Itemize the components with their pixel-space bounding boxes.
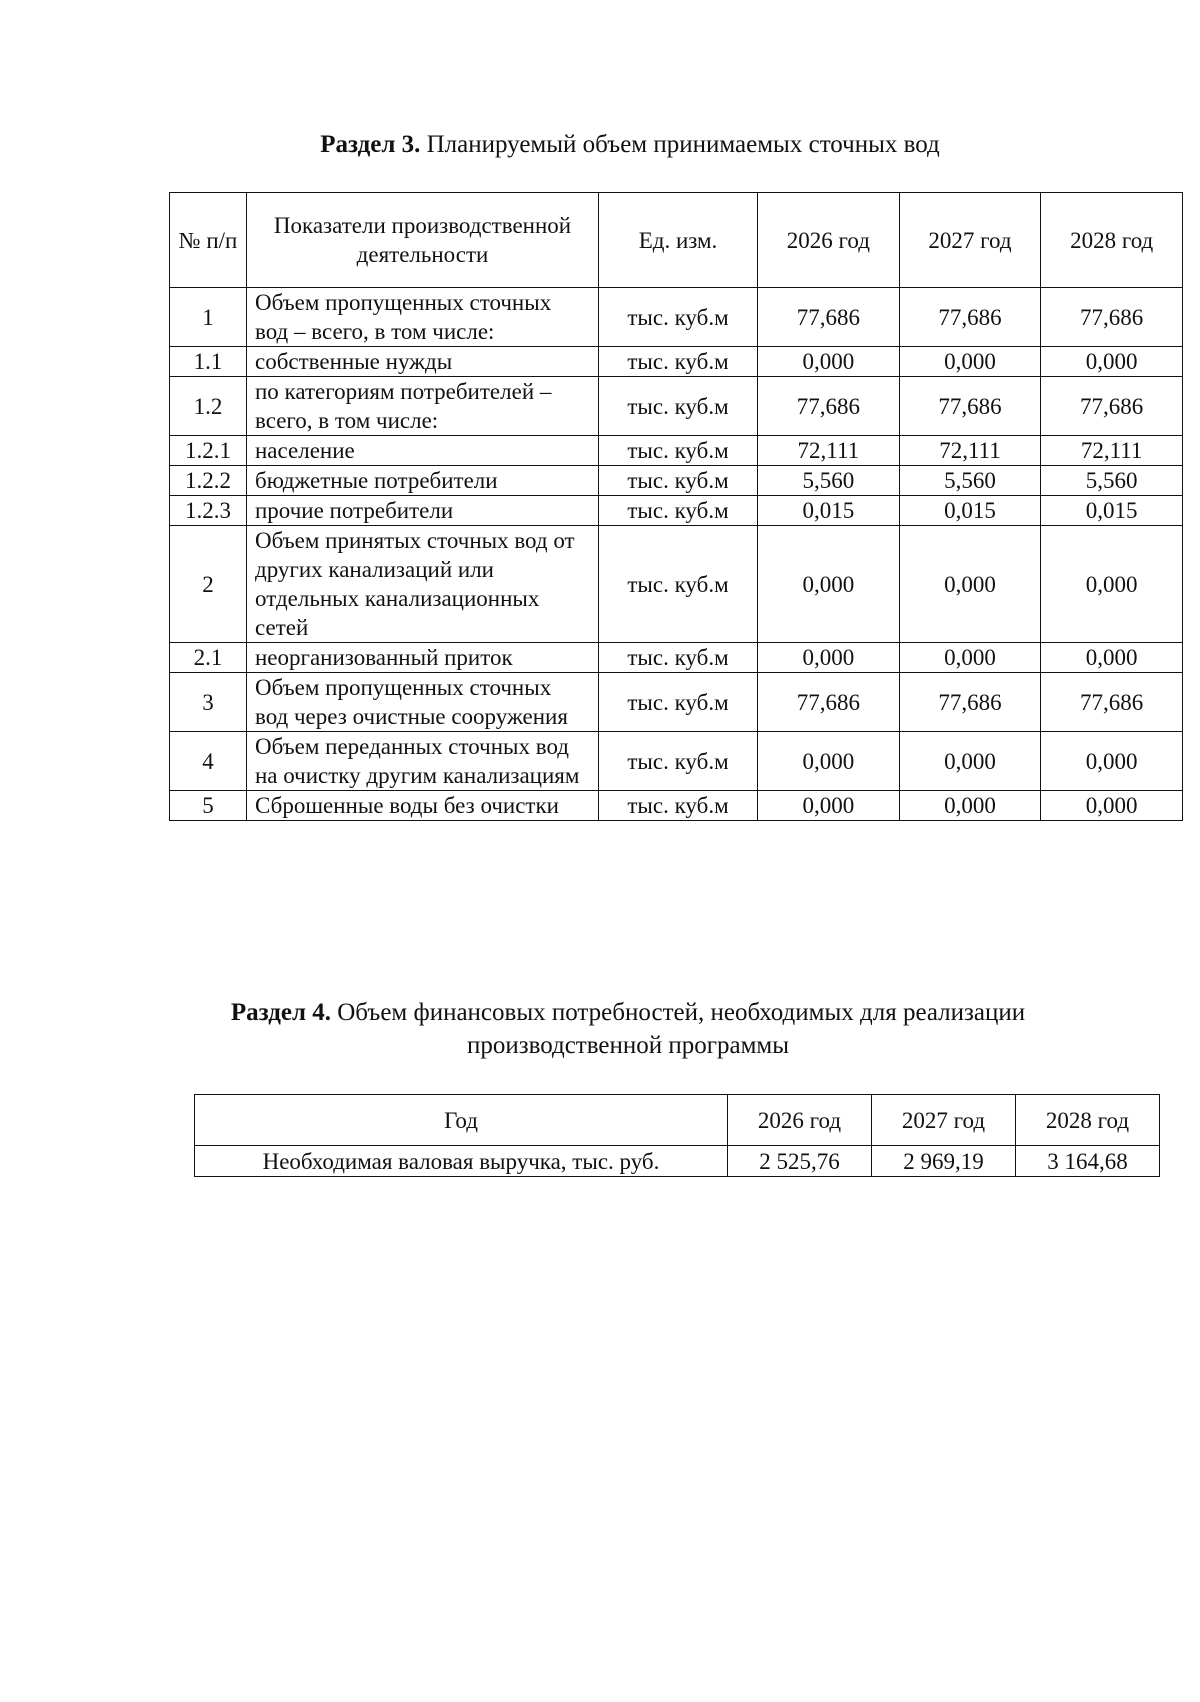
col-header-unit: Ед. изм. [599, 193, 758, 288]
col-header-2026: 2026 год [758, 193, 900, 288]
row-indicator: Объем принятых сточных вод от других канализаций или отдельных канализационных сетей [247, 526, 599, 643]
section-4-heading [28, 996, 1200, 1062]
row-value-2026: 0,000 [758, 791, 900, 821]
row-value-2027: 0,000 [899, 526, 1041, 643]
row-value-2028: 0,000 [1041, 643, 1183, 673]
row-value-2026: 5,560 [758, 466, 900, 496]
table-header-row [170, 193, 1183, 288]
row-value-2027: 0,000 [899, 791, 1041, 821]
row-indicator: неорганизованный приток [247, 643, 599, 673]
table-row [170, 496, 1183, 526]
row-value-2026: 0,000 [758, 526, 900, 643]
row-number: 1.2.2 [170, 466, 247, 496]
table-row [170, 526, 1183, 643]
row-label-revenue: Необходимая валовая выручка, тыс. руб. [195, 1146, 728, 1177]
financial-needs-table [194, 1094, 1160, 1177]
row-unit: тыс. куб.м [599, 436, 758, 466]
row-value-2028: 0,000 [1041, 347, 1183, 377]
table-row [170, 347, 1183, 377]
table-row [170, 732, 1183, 791]
row-indicator: бюджетные потребители [247, 466, 599, 496]
col-header-2027: 2027 год [872, 1095, 1016, 1146]
row-value-2026: 0,015 [758, 496, 900, 526]
row-unit: тыс. куб.м [599, 288, 758, 347]
row-number: 1.2.3 [170, 496, 247, 526]
row-number: 5 [170, 791, 247, 821]
row-unit: тыс. куб.м [599, 673, 758, 732]
row-value-2028: 5,560 [1041, 466, 1183, 496]
row-value-2026: 0,000 [758, 347, 900, 377]
row-unit: тыс. куб.м [599, 732, 758, 791]
row-number: 1 [170, 288, 247, 347]
revenue-2026: 2 525,76 [728, 1146, 872, 1177]
row-value-2027: 0,015 [899, 496, 1041, 526]
col-header-2026: 2026 год [728, 1095, 872, 1146]
col-header-year: Год [195, 1095, 728, 1146]
table-row [170, 673, 1183, 732]
row-indicator: по категориям потребителей – всего, в том числе: [247, 377, 599, 436]
wastewater-volume-table [169, 192, 1183, 821]
row-value-2026: 0,000 [758, 643, 900, 673]
section-4-label: Раздел 4. [230, 999, 331, 1026]
revenue-2027: 2 969,19 [872, 1146, 1016, 1177]
row-value-2026: 77,686 [758, 673, 900, 732]
col-header-number: № п/п [170, 193, 247, 288]
row-value-2028: 72,111 [1041, 436, 1183, 466]
row-number: 2 [170, 526, 247, 643]
table-row [170, 288, 1183, 347]
row-indicator: Объем пропущенных сточных вод через очистные сооружения [247, 673, 599, 732]
row-value-2027: 0,000 [899, 732, 1041, 791]
row-value-2027: 77,686 [899, 288, 1041, 347]
row-indicator: собственные нужды [247, 347, 599, 377]
row-unit: тыс. куб.м [599, 526, 758, 643]
row-indicator: Объем пропущенных сточных вод – всего, в том числе: [247, 288, 599, 347]
row-unit: тыс. куб.м [599, 791, 758, 821]
row-value-2027: 5,560 [899, 466, 1041, 496]
section-3-heading [30, 128, 1200, 161]
col-header-2028: 2028 год [1041, 193, 1183, 288]
section-3-label: Раздел 3. [320, 131, 421, 158]
row-unit: тыс. куб.м [599, 347, 758, 377]
row-value-2026: 77,686 [758, 288, 900, 347]
row-value-2026: 77,686 [758, 377, 900, 436]
row-number: 1.2 [170, 377, 247, 436]
row-value-2028: 0,000 [1041, 526, 1183, 643]
col-header-2027: 2027 год [899, 193, 1041, 288]
col-header-indicator: Показатели производственной деятельности [247, 193, 599, 288]
row-value-2028: 77,686 [1041, 377, 1183, 436]
row-value-2028: 77,686 [1041, 288, 1183, 347]
table-row [170, 466, 1183, 496]
row-value-2027: 0,000 [899, 643, 1041, 673]
table-row [170, 436, 1183, 466]
row-unit: тыс. куб.м [599, 466, 758, 496]
row-number: 3 [170, 673, 247, 732]
row-indicator: прочие потребители [247, 496, 599, 526]
row-indicator: население [247, 436, 599, 466]
row-unit: тыс. куб.м [599, 643, 758, 673]
row-number: 2.1 [170, 643, 247, 673]
row-value-2027: 77,686 [899, 377, 1041, 436]
revenue-2028: 3 164,68 [1016, 1146, 1160, 1177]
row-number: 1.2.1 [170, 436, 247, 466]
table-row [170, 791, 1183, 821]
row-value-2027: 0,000 [899, 347, 1041, 377]
row-unit: тыс. куб.м [599, 377, 758, 436]
row-value-2028: 0,015 [1041, 496, 1183, 526]
row-value-2027: 77,686 [899, 673, 1041, 732]
table-row [170, 377, 1183, 436]
row-number: 1.1 [170, 347, 247, 377]
row-value-2026: 0,000 [758, 732, 900, 791]
section-4-title-line2: производственной программы [466, 1032, 790, 1059]
table-row [195, 1146, 1160, 1177]
row-indicator: Сброшенные воды без очистки [247, 791, 599, 821]
row-indicator: Объем переданных сточных вод на очистку другим канализациям [247, 732, 599, 791]
table-header-row [195, 1095, 1160, 1146]
row-value-2027: 72,111 [899, 436, 1041, 466]
row-value-2028: 77,686 [1041, 673, 1183, 732]
row-unit: тыс. куб.м [599, 496, 758, 526]
section-3-title: Планируемый объем принимаемых сточных вод [420, 131, 940, 158]
table-row [170, 643, 1183, 673]
row-value-2028: 0,000 [1041, 791, 1183, 821]
row-number: 4 [170, 732, 247, 791]
row-value-2026: 72,111 [758, 436, 900, 466]
row-value-2028: 0,000 [1041, 732, 1183, 791]
section-4-title: Объем финансовых потребностей, необходимых для реализации [331, 999, 1026, 1026]
col-header-2028: 2028 год [1016, 1095, 1160, 1146]
